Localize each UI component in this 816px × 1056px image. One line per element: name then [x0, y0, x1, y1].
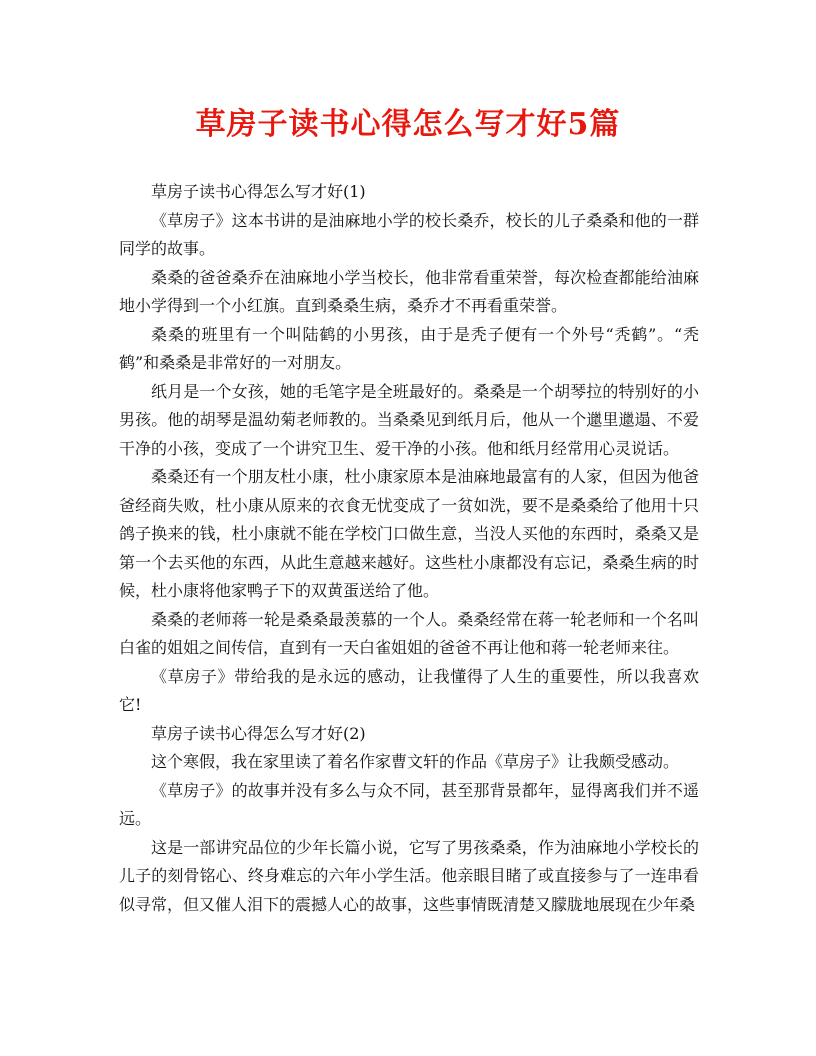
- paragraph: 这是一部讲究品位的少年长篇小说，它写了男孩桑桑，作为油麻地小学校长的儿子的刻骨铭心、终身难忘的六年小学生活。他亲眼目睹了或直接参与了一连串看似寻常，但又催人泪下的震撼人心的故事，这些事情既清楚又朦胧地展现在少年桑: [119, 837, 699, 914]
- paragraph: 《草房子》这本书讲的是油麻地小学的校长桑乔，校长的儿子桑桑和他的一群同学的故事。: [119, 210, 699, 258]
- document-title: 草房子读书心得怎么写才好5篇: [195, 107, 621, 142]
- section-heading-2: 草房子读书心得怎么写才好(2): [151, 723, 366, 743]
- paragraph: 桑桑的班里有一个叫陆鹤的小男孩，由于是秃子便有一个外号“秃鹤”。“秃鹤”和桑桑是非常好的一对朋友。: [119, 324, 699, 372]
- paragraph: 这个寒假，我在家里读了着名作家曹文轩的作品《草房子》让我颇受感动。: [151, 752, 680, 771]
- paragraph: 纸月是一个女孩，她的毛笔字是全班最好的。桑桑是一个胡琴拉的特别好的小男孩。他的胡琴是温幼菊老师教的。当桑桑见到纸月后，他从一个邋里邋遢、不爱干净的小孩，变成了一个讲究卫生、爱干净的小孩。他和纸月经常用心灵说话。: [119, 381, 699, 458]
- paragraph: 桑桑还有一个朋友杜小康，杜小康家原本是油麻地最富有的人家，但因为他爸爸经商失败，杜小康从原来的衣食无忧变成了一贫如洗，要不是桑桑给了他用十只鸽子换来的钱，杜小康就不能在学校门口做生意，当没人买他的东西时，桑桑又是第一个去买他的东西，从此生意越来越好。这些杜小康都没有忘记，桑桑生病的时候，杜小康将他家鸭子下的双黄蛋送给了他。: [119, 467, 699, 600]
- document-body: [119, 178, 699, 919]
- paragraph: 《草房子》带给我的是永远的感动，让我懂得了人生的重要性，所以我喜欢它!: [119, 666, 699, 714]
- paragraph: 桑桑的爸爸桑乔在油麻地小学当校长，他非常看重荣誉，每次检查都能给油麻地小学得到一个小红旗。直到桑桑生病，桑乔才不再看重荣誉。: [119, 267, 699, 315]
- section-heading-1: 草房子读书心得怎么写才好(1): [151, 182, 366, 201]
- paragraph: 桑桑的老师蒋一轮是桑桑最羡慕的一个人。桑桑经常在蒋一轮老师和一个名叫白雀的姐姐之间传信，直到有一天白雀姐姐的爸爸不再让他和蒋一轮老师来往。: [119, 609, 699, 657]
- paragraph: 《草房子》的故事并没有多么与众不同，甚至那背景都年，显得离我们并不遥远。: [119, 780, 699, 828]
